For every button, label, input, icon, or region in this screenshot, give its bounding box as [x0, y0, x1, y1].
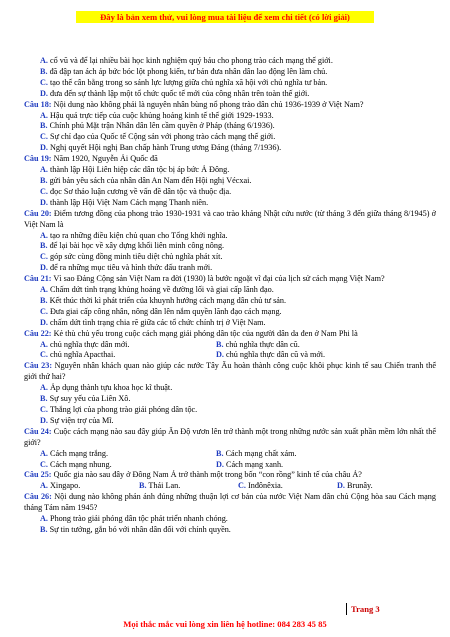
option-label: D.	[216, 459, 224, 469]
option-label: A.	[40, 339, 48, 349]
answer-option	[24, 143, 436, 154]
option-label: D.	[216, 350, 224, 360]
option-text: Sự chỉ đạo của Quốc tế Cộng sản với phong trào cách mạng thế giới.	[47, 132, 276, 142]
option-text: chủ nghĩa Apacthai.	[47, 350, 116, 360]
answer-option	[337, 481, 436, 492]
question-number: Câu 23:	[24, 361, 53, 371]
answer-option	[40, 350, 216, 361]
option-text: Xingapo.	[47, 481, 81, 491]
question-text: Vì sao Đảng Cộng sản Việt Nam ra đời (1930) là bước ngoặt vĩ đại của lịch sử cách mạng Việt Nam?	[51, 274, 385, 284]
answer-option	[216, 340, 392, 351]
option-text: Sự viện trợ của Mĩ.	[47, 415, 114, 425]
option-text: tạo thế cân bằng trong so sánh lực lượng giữa chủ nghĩa xã hội với chủ nghĩa tư bản.	[47, 77, 328, 87]
option-text: Kết thúc thời kì phát triển của khuynh hướng cách mạng dân chủ tư sản.	[47, 295, 287, 305]
option-label: A.	[40, 230, 48, 240]
option-text: thành lập Hội Liên hiệp các dân tộc bị áp bức Á Đông.	[47, 165, 230, 175]
question-stem	[24, 329, 436, 340]
question-stem	[24, 470, 436, 481]
option-text: Chính phủ Mặt trận Nhân dân lên cầm quyền ở Pháp (tháng 6/1936).	[47, 121, 275, 131]
question-stem	[24, 154, 436, 165]
option-text: gửi bản yêu sách của nhân dân An Nam đến Hội nghị Vécxai.	[47, 175, 252, 185]
answer-option	[40, 340, 216, 351]
option-label: C.	[238, 481, 246, 491]
question-number: Câu 21:	[24, 274, 52, 284]
option-text: thành lập Hội Việt Nam Cách mạng Thanh niên.	[47, 197, 209, 207]
option-label: A.	[40, 285, 48, 295]
option-label: B.	[40, 175, 48, 185]
question-stem	[24, 427, 436, 449]
answer-option	[24, 514, 436, 525]
question-text: Kẻ thù chủ yếu trong cuộc cách mạng giải phóng dân tộc của người dân da đen ở Nam Phi là	[51, 328, 358, 338]
option-text: chủ nghĩa thực dân cũ và mới.	[223, 350, 326, 360]
option-label: D.	[40, 317, 48, 327]
answer-option	[24, 231, 436, 242]
option-label: C.	[40, 252, 48, 262]
option-text: Nghị quyết Hội nghị Ban chấp hành Trung ương Đảng (tháng 7/1936).	[47, 143, 282, 153]
answer-option	[24, 78, 436, 89]
option-text: Đưa giai cấp công nhân, nông dân lên nắm quyền lãnh đạo cách mạng.	[47, 306, 282, 316]
option-label: A.	[40, 481, 48, 491]
option-label: D.	[40, 415, 48, 425]
answer-option	[216, 449, 392, 460]
option-label: B.	[40, 295, 48, 305]
preview-banner: Đây là bản xem thử, vui lòng mua tài liệu để xem chi tiết (có lời giải)	[76, 11, 374, 23]
option-text: Cách mạng chất xám.	[223, 448, 297, 458]
option-label: D.	[40, 143, 48, 153]
answer-option	[24, 285, 436, 296]
option-label: C.	[40, 77, 48, 87]
option-text: chủ nghĩa thực dân mới.	[47, 339, 130, 349]
answer-option	[24, 111, 436, 122]
option-label: C.	[40, 405, 48, 414]
option-label: A.	[40, 514, 48, 524]
question-text: Nội dung nào không phải là nguyên nhân bùng nổ phong trào dân chủ 1936-1939 ở Việt Nam?	[51, 99, 364, 109]
option-label: B.	[216, 339, 224, 349]
hotline-footer: Mọi thắc mắc vui lòng xin liên hệ hotline: 084 283 45 85	[123, 619, 327, 629]
question-number: Câu 25:	[24, 470, 52, 480]
option-label: C.	[40, 350, 48, 360]
option-text: chấm dứt tình trạng chia rẽ giữa các tổ chức chính trị ở Việt Nam.	[47, 317, 266, 327]
option-text: Sự suy yếu của Liên Xô.	[47, 394, 131, 404]
option-label: B.	[40, 524, 48, 534]
option-label: B.	[139, 481, 147, 491]
answer-option	[24, 252, 436, 263]
option-text: Brunây.	[344, 481, 373, 491]
question-number: Câu 19:	[24, 154, 52, 164]
question-number: Câu 18:	[24, 99, 52, 109]
option-label: B.	[40, 394, 48, 404]
answer-option	[24, 187, 436, 198]
answer-option	[40, 449, 216, 460]
option-label: B.	[40, 66, 48, 76]
question-stem	[24, 100, 436, 111]
answer-option	[24, 56, 436, 67]
option-text: Thái Lan.	[146, 481, 181, 491]
option-label: A.	[40, 448, 48, 458]
answer-option	[24, 307, 436, 318]
option-label: C.	[40, 132, 48, 142]
option-label: B.	[40, 121, 48, 131]
answer-option-row	[24, 449, 436, 460]
question-number: Câu 22:	[24, 328, 52, 338]
answer-option	[24, 383, 436, 394]
option-text: để ra những mục tiêu và hình thức đấu tranh mới.	[47, 263, 213, 273]
option-text: Hậu quả trực tiếp của cuộc khủng hoảng kinh tế thế giới 1929-1933.	[47, 110, 274, 120]
question-stem	[24, 492, 436, 514]
option-label: D.	[337, 481, 345, 491]
answer-option-row	[24, 350, 436, 361]
option-label: C.	[40, 186, 48, 196]
answer-option	[238, 481, 337, 492]
option-label: C.	[40, 459, 48, 469]
option-text: đưa đến sự thành lập một tổ chức quốc tế mới của công nhân trên toàn thế giới.	[47, 88, 310, 98]
option-text: Phong trào giải phóng dân tộc phát triển nhanh chóng.	[47, 514, 228, 524]
answer-option	[24, 416, 436, 427]
question-stem	[24, 361, 436, 383]
answer-option	[40, 481, 139, 492]
answer-option	[40, 460, 216, 471]
option-text: đọc Sơ thảo luận cương về vấn đề dân tộc và thuộc địa.	[47, 186, 232, 196]
option-label: C.	[40, 306, 48, 316]
question-number: Câu 20:	[24, 208, 52, 218]
option-label: A.	[40, 110, 48, 120]
option-text: Sự tin tưởng, gắn bó với nhân dân đối với chính quyền.	[47, 524, 231, 534]
option-text: góp sức cùng đồng minh tiêu diệt chủ nghĩa phát xít.	[47, 252, 223, 262]
answer-option	[24, 241, 436, 252]
question-number: Câu 26:	[24, 492, 52, 502]
answer-option-row	[24, 460, 436, 471]
answer-option	[24, 525, 436, 536]
option-text: Inđônêxia.	[245, 481, 283, 491]
option-text: Cách mạng trắng.	[47, 448, 108, 458]
question-list	[24, 56, 436, 536]
option-label: D.	[40, 263, 48, 273]
answer-option	[24, 198, 436, 209]
question-text: Điểm tương đồng của phong trào 1930-1931 và cao trào kháng Nhật cứu nước (từ tháng 3 đến giữa tháng 8/1945) ở Việt Nam là	[24, 208, 436, 229]
page-number: Trang 3	[346, 603, 380, 615]
question-text: Cuộc cách mạng nào sau đây giúp Ấn Độ vươn lên trở thành một trong những nước sản xuất phần mềm lớn nhất thế giới?	[24, 426, 436, 447]
option-text: chủ nghĩa thực dân cũ.	[223, 339, 300, 349]
option-label: B.	[40, 241, 48, 251]
answer-option	[24, 263, 436, 274]
answer-option	[24, 176, 436, 187]
answer-option	[139, 481, 238, 492]
option-label: A.	[40, 56, 48, 65]
option-text: cổ vũ và để lại nhiều bài học kinh nghiệm quý báu cho phong trào cách mạng thế giới.	[47, 56, 333, 65]
answer-option	[216, 350, 392, 361]
question-text: Nguyên nhân khách quan nào giúp các nước Tây Âu hoàn thành công cuộc khôi phục kinh tế sau Chiến tranh thế giới thứ hai?	[24, 361, 436, 382]
option-text: Cách mạng nhung.	[47, 459, 112, 469]
answer-option	[24, 165, 436, 176]
option-text: Chấm dứt tình trạng khủng hoảng về đường lối và giai cấp lãnh đạo.	[47, 285, 274, 295]
answer-option-row	[24, 481, 436, 492]
option-text: Thắng lợi của phong trào giải phóng dân tộc.	[47, 405, 198, 414]
option-label: A.	[40, 383, 48, 393]
option-label: B.	[216, 448, 224, 458]
question-text: Nội dung nào không phản ánh đúng những thuận lợi cơ bản của nước Việt Nam dân chủ Cộng hòa sau Cách mạng tháng Tám năm 1945?	[24, 492, 436, 513]
answer-option-row	[24, 340, 436, 351]
question-stem	[24, 274, 436, 285]
answer-option	[216, 460, 392, 471]
answer-option	[24, 394, 436, 405]
answer-option	[24, 132, 436, 143]
option-label: D.	[40, 88, 48, 98]
option-label: D.	[40, 197, 48, 207]
option-text: Áp dụng thành tựu khoa học kĩ thuật.	[47, 383, 173, 393]
option-label: A.	[40, 165, 48, 175]
answer-option	[24, 89, 436, 100]
question-text: Quốc gia nào sau đây ở Đông Nam Á trở thành một trong bốn “con rồng” kinh tế của châu Á?	[51, 470, 362, 480]
answer-option	[24, 318, 436, 329]
option-text: Cách mạng xanh.	[223, 459, 284, 469]
answer-option	[24, 296, 436, 307]
option-text: tạo ra những điều kiện chủ quan cho Tổng khởi nghĩa.	[47, 230, 228, 240]
answer-option	[24, 405, 436, 416]
question-stem	[24, 209, 436, 231]
answer-option	[24, 67, 436, 78]
option-text: đã đập tan ách áp bức bóc lột phong kiến, tư bản đưa nhân dân lao động lên làm chủ.	[47, 66, 328, 76]
question-number: Câu 24:	[24, 426, 52, 436]
answer-option	[24, 121, 436, 132]
option-text: để lại bài học về xây dựng khối liên minh công nông.	[47, 241, 225, 251]
question-text: Năm 1920, Nguyễn Ái Quốc đã	[51, 154, 158, 164]
